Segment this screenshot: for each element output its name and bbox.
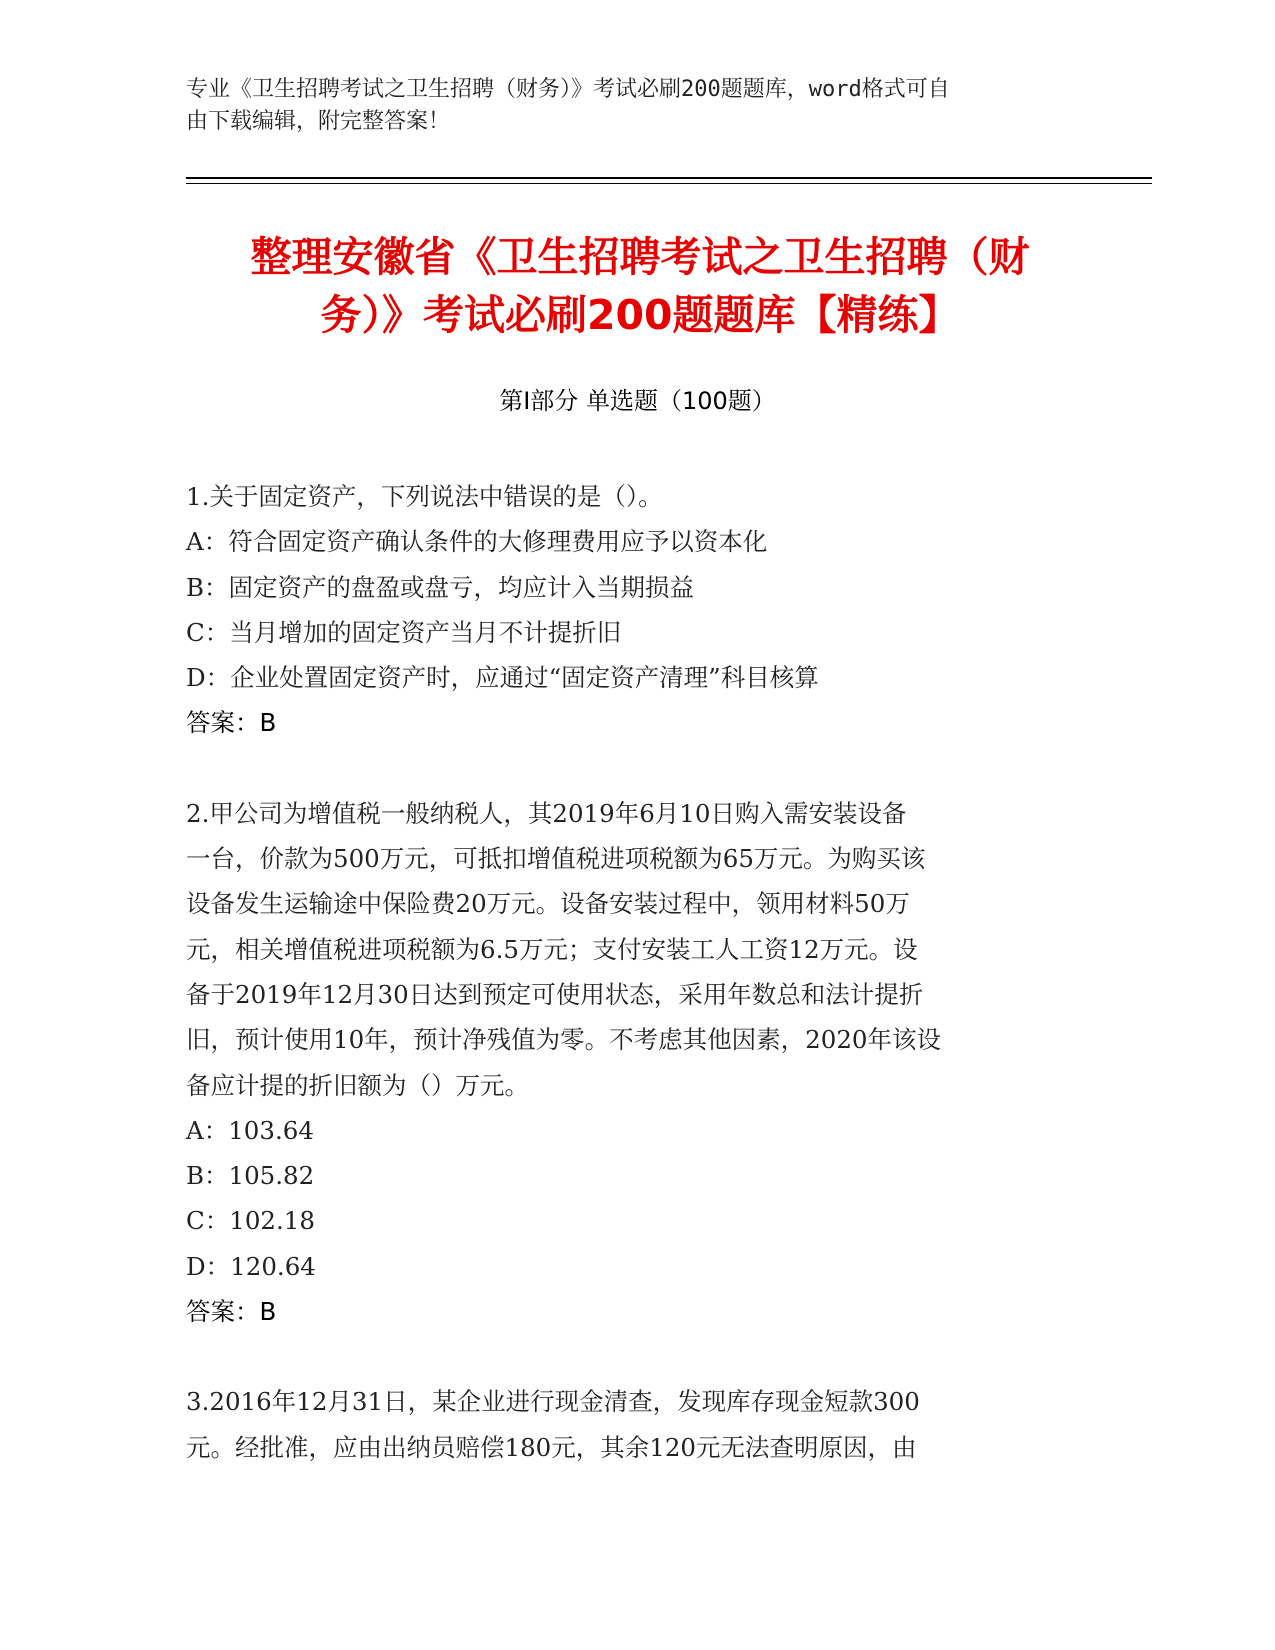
option-c: C：当月增加的固定资产当月不计提折旧 xyxy=(186,617,622,647)
option-a: A：103.64 xyxy=(186,1115,314,1145)
question-stem: 2.甲公司为增值税一般纳税人，其2019年6月10日购入需安装设备 xyxy=(186,798,907,828)
option-b: B：105.82 xyxy=(186,1161,315,1191)
question-stem: 3.2016年12月31日，某企业进行现金清查，发现库存现金短款300 xyxy=(186,1387,920,1417)
question-stem: 备于2019年12月30日达到预定可使用状态，采用年数总和法计提折 xyxy=(186,979,924,1009)
answer: 答案：B xyxy=(186,708,277,738)
section-heading: 第Ⅰ部分 单选题（100题） xyxy=(499,387,776,415)
header-divider xyxy=(186,177,1152,179)
option-d: D：120.64 xyxy=(186,1251,316,1281)
question-stem: 备应计提的折旧额为（）万元。 xyxy=(186,1070,529,1100)
header-note-line: 由下载编辑，附完整答案！ xyxy=(186,109,451,134)
question-stem: 1.关于固定资产，下列说法中错误的是（）。 xyxy=(186,482,663,511)
question-block xyxy=(186,791,1086,1335)
question-list xyxy=(186,474,1086,1470)
question-stem: 旧，预计使用10年，预计净残值为零。不考虑其他因素，2020年该设 xyxy=(186,1025,942,1055)
question-stem: 一台，价款为500万元，可抵扣增值税进项税额为65万元。为购买该 xyxy=(186,844,926,874)
title-line: 整理安徽省《卫生招聘考试之卫生招聘（财 xyxy=(250,233,1030,281)
question-stem: 设备发生运输途中保险费20万元。设备安装过程中，领用材料50万 xyxy=(186,889,910,919)
question-stem: 元。经批准，应由出纳员赔偿180元，其余120元无法查明原因，由 xyxy=(186,1432,917,1462)
option-a: A：符合固定资产确认条件的大修理费用应予以资本化 xyxy=(186,527,768,557)
option-c: C：102.18 xyxy=(186,1206,315,1236)
question-block xyxy=(186,474,1086,746)
header-note xyxy=(186,74,1066,138)
page-title xyxy=(190,228,1090,344)
answer: 答案：B xyxy=(186,1297,277,1327)
question-block xyxy=(186,1379,1086,1470)
question-stem: 元，相关增值税进项税额为6.5万元；支付安装工人工资12万元。设 xyxy=(186,934,918,964)
spacer xyxy=(186,746,1086,791)
header-note-line: 专业《卫生招聘考试之卫生招聘（财务）》考试必刷200题题库，word格式可自 xyxy=(186,77,950,102)
title-line: 务）》考试必刷200题题库【精练】 xyxy=(320,291,960,339)
option-b: B：固定资产的盘盈或盘亏，均应计入当期损益 xyxy=(186,572,695,602)
spacer xyxy=(186,1334,1086,1379)
header-divider xyxy=(186,183,1152,184)
option-d: D：企业处置固定资产时，应通过“固定资产清理”科目核算 xyxy=(186,663,819,693)
